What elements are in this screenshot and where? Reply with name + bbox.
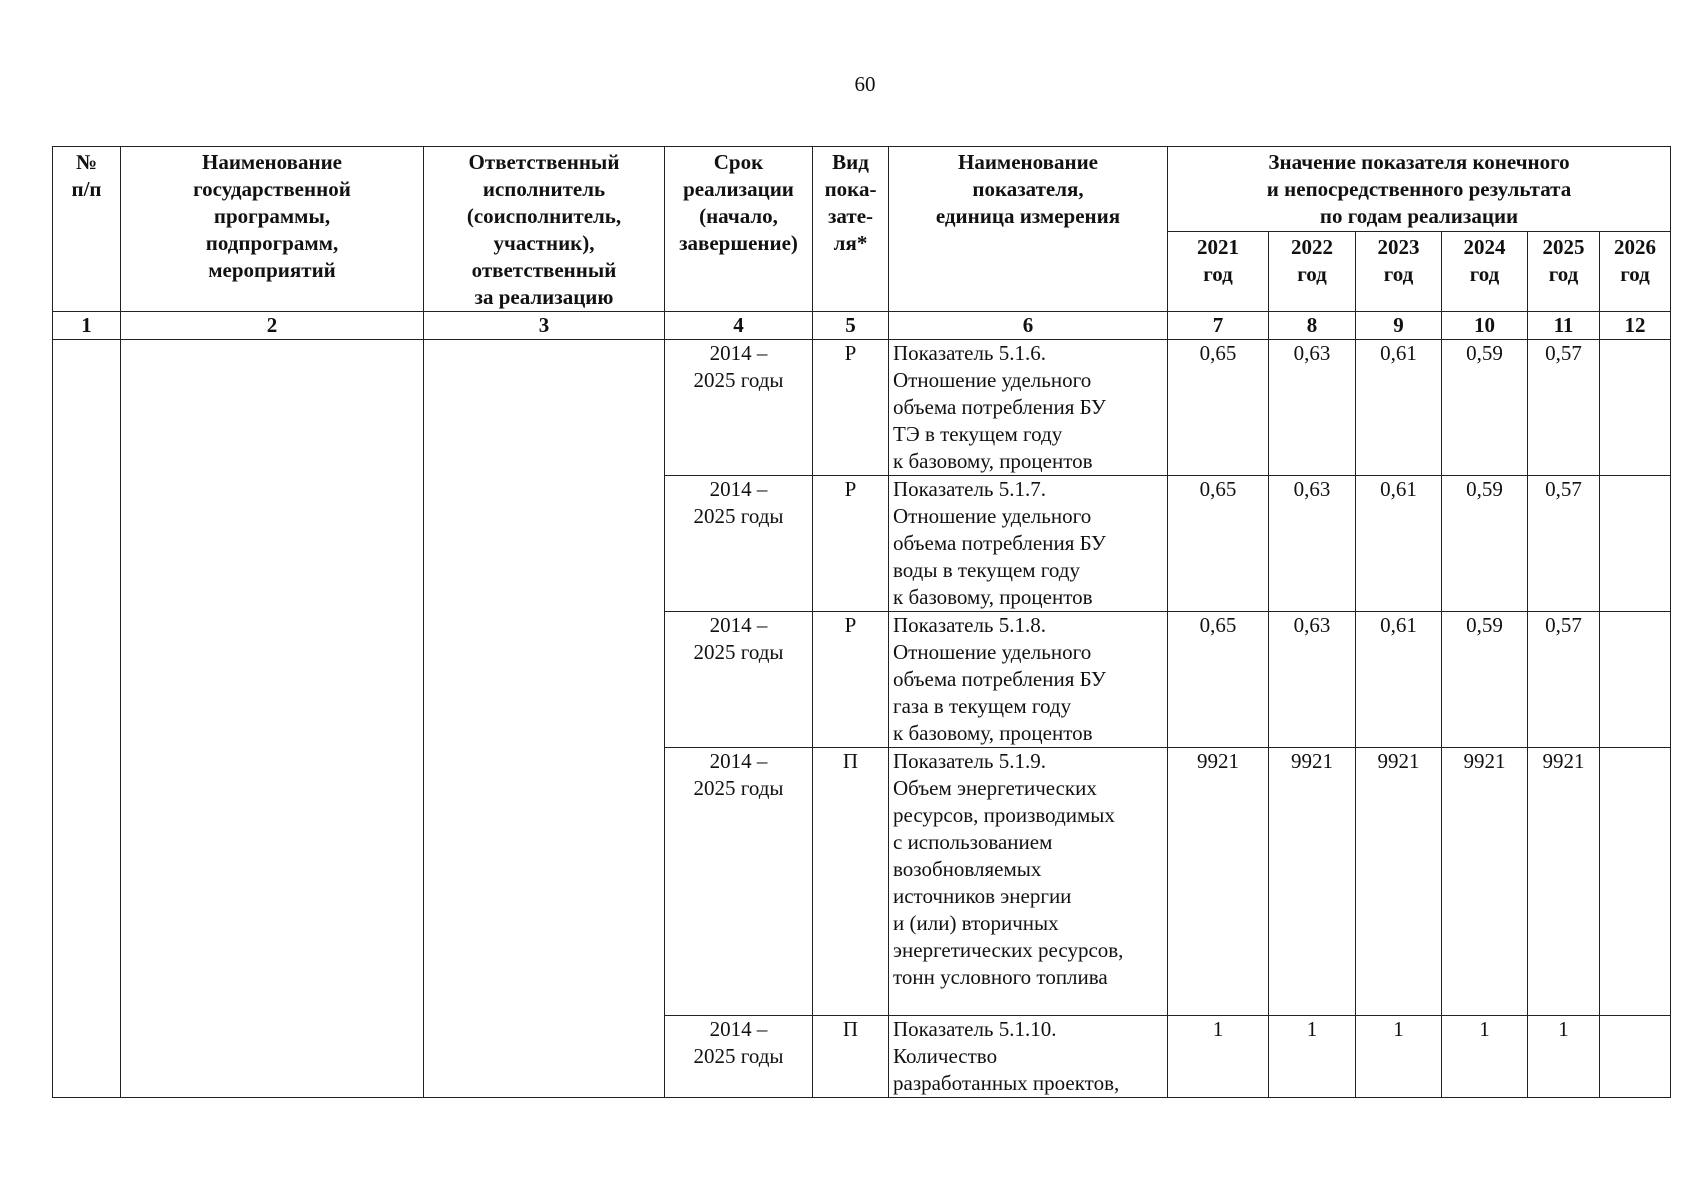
value-cell: 0,65: [1168, 340, 1269, 476]
column-numbers-row: [53, 312, 1671, 340]
value-cell: 1: [1442, 1016, 1528, 1098]
value-cell: 0,59: [1442, 612, 1528, 748]
value-cell: 0,57: [1528, 476, 1600, 612]
header-executor: Ответственный исполнитель (соисполнитель, участник), ответственный за реализацию: [424, 147, 665, 312]
header-indicator: Наименование показателя, единица измерения: [889, 147, 1168, 312]
header-year: 2023 год: [1356, 232, 1442, 312]
indicator-cell: Показатель 5.1.8. Отношение удельного объема потребления БУ газа в текущем году к базовому, процентов: [889, 612, 1168, 748]
value-cell: 0,61: [1356, 476, 1442, 612]
value-cell: 9921: [1528, 748, 1600, 1016]
type-cell: Р: [813, 340, 889, 476]
type-cell: П: [813, 1016, 889, 1098]
value-cell: 0,65: [1168, 476, 1269, 612]
header-year: 2024 год: [1442, 232, 1528, 312]
table-row: [53, 340, 1671, 476]
value-cell: 9921: [1356, 748, 1442, 1016]
indicator-cell: Показатель 5.1.10. Количество разработанных проектов,: [889, 1016, 1168, 1098]
value-cell: [1600, 1016, 1671, 1098]
value-cell: 1: [1528, 1016, 1600, 1098]
term-cell: 2014 – 2025 годы: [665, 748, 813, 1016]
term-cell: 2014 – 2025 годы: [665, 1016, 813, 1098]
header-year: 2022 год: [1269, 232, 1356, 312]
column-number: 12: [1600, 312, 1671, 340]
indicator-cell: Показатель 5.1.6. Отношение удельного объема потребления БУ ТЭ в текущем году к базовому, процентов: [889, 340, 1168, 476]
value-cell: 1: [1168, 1016, 1269, 1098]
value-cell: 1: [1269, 1016, 1356, 1098]
header-year: 2025 год: [1528, 232, 1600, 312]
executor-cell: [424, 340, 665, 1098]
header-program: Наименование государственной программы, подпрограмм, мероприятий: [121, 147, 424, 312]
value-cell: 0,63: [1269, 476, 1356, 612]
column-number: 3: [424, 312, 665, 340]
value-cell: 0,63: [1269, 612, 1356, 748]
header-term: Срок реализации (начало, завершение): [665, 147, 813, 312]
value-cell: [1600, 476, 1671, 612]
column-number: 11: [1528, 312, 1600, 340]
term-cell: 2014 – 2025 годы: [665, 612, 813, 748]
value-cell: 0,59: [1442, 476, 1528, 612]
value-cell: 0,59: [1442, 340, 1528, 476]
indicators-table: [52, 146, 1671, 1098]
indicator-cell: Показатель 5.1.9. Объем энергетических ресурсов, производимых с использованием возобновляемых источников энергии и (или) вторичных энергетических ресурсов, тонн условного топлива: [889, 748, 1168, 1016]
column-number: 1: [53, 312, 121, 340]
column-number: 7: [1168, 312, 1269, 340]
value-cell: 9921: [1168, 748, 1269, 1016]
column-number: 4: [665, 312, 813, 340]
header-type: Вид пока- зате- ля*: [813, 147, 889, 312]
program-cell: [121, 340, 424, 1098]
num-cell: [53, 340, 121, 1098]
value-cell: 1: [1356, 1016, 1442, 1098]
value-cell: [1600, 340, 1671, 476]
value-cell: 0,61: [1356, 340, 1442, 476]
value-cell: 0,61: [1356, 612, 1442, 748]
value-cell: 0,57: [1528, 612, 1600, 748]
header-values-group: Значение показателя конечного и непосредственного результата по годам реализации: [1168, 147, 1671, 232]
header-num: № п/п: [53, 147, 121, 312]
column-number: 9: [1356, 312, 1442, 340]
header-row-top: [53, 147, 1671, 232]
column-number: 5: [813, 312, 889, 340]
page-number: 60: [854, 72, 876, 96]
value-cell: 9921: [1442, 748, 1528, 1016]
indicator-cell: Показатель 5.1.7. Отношение удельного объема потребления БУ воды в текущем году к базовому, процентов: [889, 476, 1168, 612]
column-number: 6: [889, 312, 1168, 340]
term-cell: 2014 – 2025 годы: [665, 476, 813, 612]
column-number: 2: [121, 312, 424, 340]
type-cell: Р: [813, 612, 889, 748]
type-cell: Р: [813, 476, 889, 612]
column-number: 8: [1269, 312, 1356, 340]
value-cell: [1600, 612, 1671, 748]
column-number: 10: [1442, 312, 1528, 340]
value-cell: 0,65: [1168, 612, 1269, 748]
term-cell: 2014 – 2025 годы: [665, 340, 813, 476]
header-year: 2026 год: [1600, 232, 1671, 312]
value-cell: [1600, 748, 1671, 1016]
value-cell: 9921: [1269, 748, 1356, 1016]
header-year: 2021 год: [1168, 232, 1269, 312]
value-cell: 0,57: [1528, 340, 1600, 476]
value-cell: 0,63: [1269, 340, 1356, 476]
type-cell: П: [813, 748, 889, 1016]
